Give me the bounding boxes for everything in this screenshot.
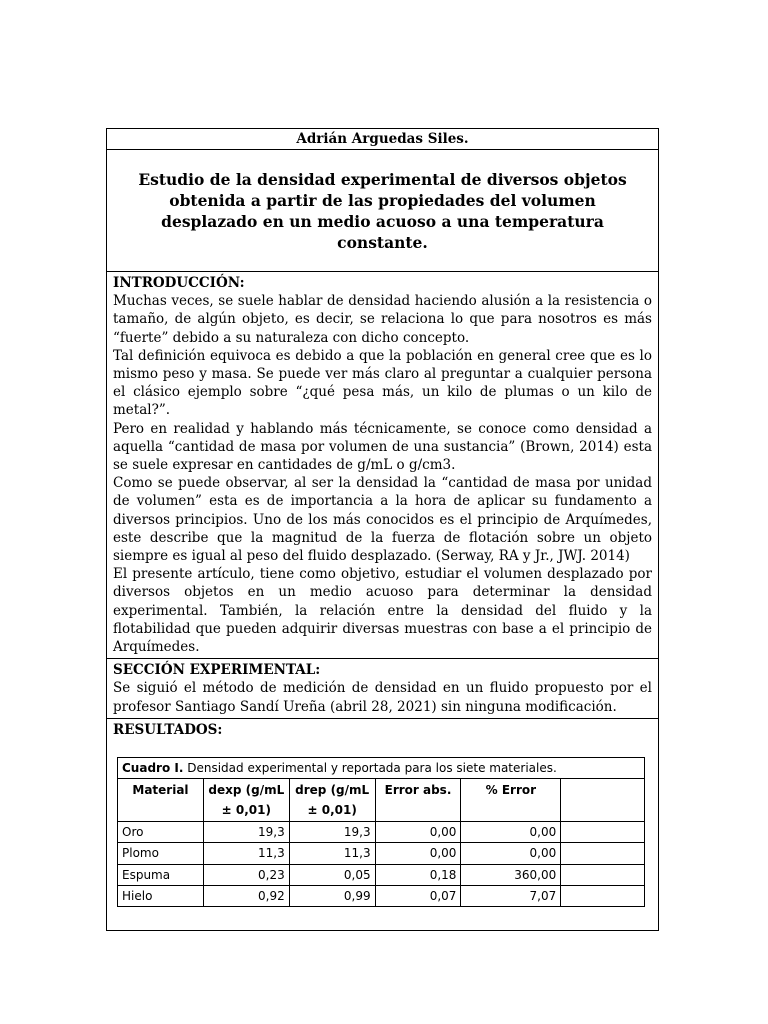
table-cell: [561, 843, 645, 864]
introduction-section: [107, 272, 658, 659]
table-caption: [118, 758, 645, 779]
column-header: [561, 779, 645, 822]
column-header: drep (g/mL ± 0,01): [289, 779, 375, 822]
column-header: Error abs.: [375, 779, 461, 822]
table-caption-row: [118, 758, 645, 779]
column-header: dexp (g/mL ± 0,01): [203, 779, 289, 822]
author-name: Adrián Arguedas Siles.: [107, 129, 658, 150]
table-row: [118, 864, 645, 885]
intro-paragraph-4: Como se puede observar, al ser la densidad la “cantidad de masa por unidad de volumen” esta es de importancia a la hora de aplicar su fundamento a diversos principios. Uno de los más conocidos es el principio de Arquímedes, este describe que la magnitud de la fuerza de flotación sobre un objeto siempre es igual al peso del fluido desplazado. (Serway, RA y Jr., JWJ. 2014): [113, 475, 652, 565]
results-section: [107, 719, 658, 907]
table-row: [118, 822, 645, 843]
intro-paragraph-5: El presente artículo, tiene como objetivo, estudiar el volumen desplazado por diversos objetos en un medio acuoso para determinar la densidad experimental. También, la relación entre la densidad del fluido y la flotabilidad que pueden adquirir diversas muestras con base a el principio de Arquímedes.: [113, 566, 652, 656]
intro-paragraph-3: Pero en realidad y hablando más técnicamente, se conoce como densidad a aquella “cantidad de masa por volumen de una sustancia” (Brown, 2014) esta se suele expresar en cantidades de g/mL o g/cm3.: [113, 420, 652, 474]
results-table-wrapper: [117, 757, 652, 907]
paper-title: [107, 150, 658, 272]
table-header-row: [118, 779, 645, 822]
experimental-text: Se siguió el método de medición de densidad en un fluido propuesto por el profesor Santiago Sandí Ureña (abril 28, 2021) sin ninguna modificación.: [113, 680, 652, 715]
table-cell: 0,00: [461, 843, 561, 864]
experimental-section: [107, 659, 658, 719]
table-cell: Oro: [118, 822, 204, 843]
column-header: Material: [118, 779, 204, 822]
experimental-heading: SECCIÓN EXPERIMENTAL:: [113, 662, 321, 679]
intro-paragraph-2: Tal definición equivoca es debido a que la población en general cree que es lo mismo peso y masa. Se puede ver más claro al preguntar a cualquier persona el clásico ejemplo sobre “¿qué pesa más, un kilo de plumas o un kilo de metal?”.: [113, 347, 652, 419]
table-cell: 0,00: [461, 822, 561, 843]
table-caption-label: Cuadro I.: [122, 761, 184, 776]
table-cell: Hielo: [118, 885, 204, 906]
table-cell: 0,07: [375, 885, 461, 906]
table-cell: Espuma: [118, 864, 204, 885]
table-cell: 0,00: [375, 822, 461, 843]
results-table: [117, 757, 645, 907]
table-cell: 360,00: [461, 864, 561, 885]
table-cell: 11,3: [289, 843, 375, 864]
table-cell: 0,99: [289, 885, 375, 906]
table-cell: 19,3: [203, 822, 289, 843]
table-row: [118, 843, 645, 864]
results-heading: RESULTADOS:: [113, 721, 223, 738]
table-cell: Plomo: [118, 843, 204, 864]
document-page: [106, 128, 659, 931]
table-cell: 11,3: [203, 843, 289, 864]
intro-paragraph-1: Muchas veces, se suele hablar de densidad haciendo alusión a la resistencia o tamaño, de algún objeto, es decir, se relaciona lo que para nosotros es más “fuerte” debido a su naturaleza con dicho concepto.: [113, 293, 652, 346]
table-cell: 0,18: [375, 864, 461, 885]
table-cell: [561, 885, 645, 906]
table-cell: 0,00: [375, 843, 461, 864]
table-cell: 0,92: [203, 885, 289, 906]
table-row: [118, 885, 645, 906]
table-cell: 0,05: [289, 864, 375, 885]
table-cell: [561, 822, 645, 843]
paper-title-text: Estudio de la densidad experimental de diversos objetos obtenida a partir de las propiedades del volumen desplazado en un medio acuoso a una temperatura constante.: [138, 169, 627, 252]
table-cell: 7,07: [461, 885, 561, 906]
column-header: % Error: [461, 779, 561, 822]
table-caption-text: Densidad experimental y reportada para los siete materiales.: [187, 761, 557, 776]
introduction-heading: INTRODUCCIÓN:: [113, 275, 245, 291]
table-cell: [561, 864, 645, 885]
table-cell: 19,3: [289, 822, 375, 843]
table-cell: 0,23: [203, 864, 289, 885]
